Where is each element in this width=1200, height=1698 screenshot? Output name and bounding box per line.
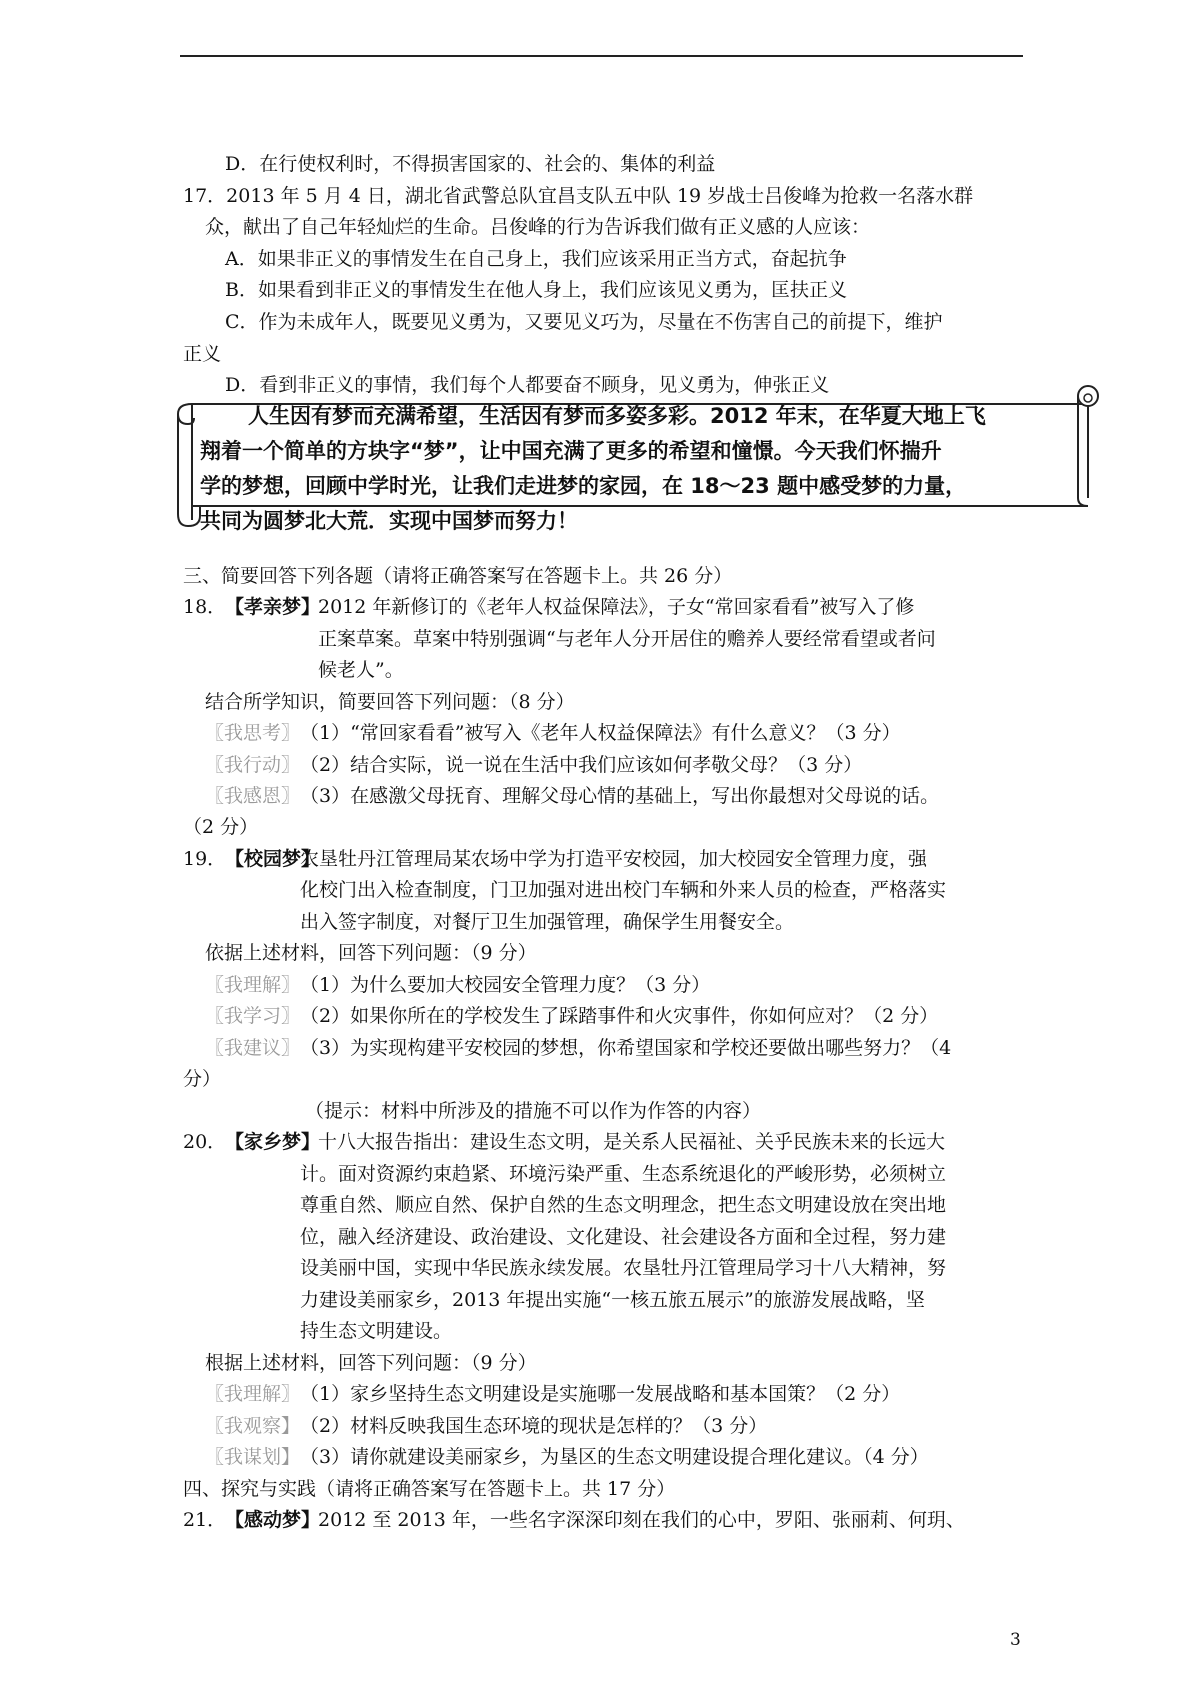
section-4-heading: 四、探究与实践（请将正确答案写在答题卡上。共 17 分） xyxy=(183,1478,676,1500)
q20-sub3-tag: 〖我谋划】 xyxy=(205,1446,301,1468)
scroll-text-line3: 学的梦想，回顾中学时光，让我们走进梦的家园，在 18～23 题中感受梦的力量， xyxy=(200,474,967,498)
section-3-heading: 三、简要回答下列各题（请将正确答案写在答题卡上。共 26 分） xyxy=(183,565,733,587)
scroll-text-line1: 人生因有梦而充满希望，生活因有梦而多姿多彩。2012 年末，在华夏大地上飞 xyxy=(248,404,986,428)
header-rule xyxy=(180,55,1023,57)
q20-tag: 【家乡梦】 xyxy=(225,1131,321,1153)
q18-sub2-question: （2）结合实际，说一说在生活中我们应该如何孝敬父母？（3 分） xyxy=(300,754,863,776)
q18-material-line3: 候老人”。 xyxy=(318,659,404,681)
q18-sub1-question: （1）“常回家看看”被写入《老年人权益保障法》有什么意义？（3 分） xyxy=(300,722,901,744)
q16-option-d: D．在行使权利时，不得损害国家的、社会的、集体的利益 xyxy=(225,153,716,175)
q18-material-line2: 正案草案。草案中特别强调“与老年人分开居住的赡养人要经常看望或者问 xyxy=(318,628,936,650)
q18-sub2-tag: 〖我行动〗 xyxy=(205,754,301,776)
q21-number: 21． xyxy=(183,1509,227,1531)
q18-sub3-tag: 〖我感恩〗 xyxy=(205,785,301,807)
q18-sub1-tag: 〖我思考〗 xyxy=(205,722,301,744)
q19-sub2-question: （2）如果你所在的学校发生了踩踏事件和火灾事件，你如何应对？（2 分） xyxy=(300,1005,939,1027)
q17-option-c-line1: C．作为未成年人，既要见义勇为，又要见义巧为，尽量在不伤害自己的前提下，维护 xyxy=(225,311,943,333)
q19-sub3-question: （3）为实现构建平安校园的梦想，你希望国家和学校还要做出哪些努力？（4 xyxy=(300,1037,952,1059)
q17-stem-line1: 17．2013 年 5 月 4 日，湖北省武警总队宜昌支队五中队 19 岁战士吕俊峰为抢救一名落水群 xyxy=(183,185,974,207)
q18-tag: 【孝亲梦】 xyxy=(225,596,321,618)
q17-option-c-line2: 正义 xyxy=(183,343,222,365)
q17-option-a: A．如果非正义的事情发生在自己身上，我们应该采用正当方式，奋起抗争 xyxy=(225,248,847,270)
q19-requirement: 依据上述材料，回答下列问题：（9 分） xyxy=(205,942,537,964)
q18-sub3-question: （3）在感激父母抚育、理解父母心情的基础上，写出你最想对父母说的话。 xyxy=(300,785,940,807)
q19-sub1-question: （1）为什么要加大校园安全管理力度？（3 分） xyxy=(300,974,711,996)
q20-material-line3: 尊重自然、顺应自然、保护自然的生态文明理念，把生态文明建设放在突出地 xyxy=(300,1194,947,1216)
page-number: 3 xyxy=(1010,1630,1021,1650)
q17-stem-line2: 众，献出了自己年轻灿烂的生命。吕俊峰的行为告诉我们做有正义感的人应该： xyxy=(205,216,871,238)
q19-sub3-score: 分） xyxy=(183,1068,222,1090)
q19-material-line3: 出入签字制度，对餐厅卫生加强管理，确保学生用餐安全。 xyxy=(300,911,795,933)
q20-requirement: 根据上述材料，回答下列问题：（9 分） xyxy=(205,1352,537,1374)
q19-tag: 【校园梦】 xyxy=(225,848,321,870)
q18-requirement: 结合所学知识，简要回答下列问题：（8 分） xyxy=(205,691,575,713)
q19-sub2-tag: 〖我学习〗 xyxy=(205,1005,301,1027)
q20-sub1-tag: 〖我理解〗 xyxy=(205,1383,301,1405)
q20-material-line1: 十八大报告指出：建设生态文明，是关系人民福祉、关乎民族未来的长远大 xyxy=(318,1131,946,1153)
q19-sub3-tag: 〖我建议〗 xyxy=(205,1037,301,1059)
q20-sub1-question: （1）家乡坚持生态文明建设是实施哪一发展战略和基本国策？（2 分） xyxy=(300,1383,901,1405)
q20-sub2-tag: 〖我观察】 xyxy=(205,1415,301,1437)
q18-material-line1: 2012 年新修订的《老年人权益保障法》，子女“常回家看看”被写入了修 xyxy=(318,596,915,618)
q18-number: 18． xyxy=(183,596,227,618)
q20-sub2-question: （2）材料反映我国生态环境的现状是怎样的？（3 分） xyxy=(300,1415,768,1437)
q17-option-b: B．如果看到非正义的事情发生在他人身上，我们应该见义勇为，匡扶正义 xyxy=(225,279,847,301)
q17-option-d: D．看到非正义的事情，我们每个人都要奋不顾身，见义勇为，伸张正义 xyxy=(225,374,830,396)
scroll-text-line2: 翔着一个简单的方块字“梦”，让中国充满了更多的希望和憧憬。今天我们怀揣升 xyxy=(200,439,942,463)
q20-material-line2: 计。面对资源约束趋紧、环境污染严重、生态系统退化的严峻形势，必须树立 xyxy=(300,1163,947,1185)
q19-sub1-tag: 〖我理解〗 xyxy=(205,974,301,996)
q21-tag: 【感动梦】 xyxy=(225,1509,321,1531)
q19-material-line1: 农垦牡丹江管理局某农场中学为打造平安校园，加大校园安全管理力度，强 xyxy=(300,848,928,870)
q21-material-line1: 2012 至 2013 年，一些名字深深印刻在我们的心中，罗阳、张丽莉、何玥、 xyxy=(318,1509,965,1531)
q19-number: 19． xyxy=(183,848,227,870)
scroll-text-line4: 共同为圆梦北大荒．实现中国梦而努力！ xyxy=(200,509,578,533)
q20-material-line4: 位，融入经济建设、政治建设、文化建设、社会建设各方面和全过程，努力建 xyxy=(300,1226,947,1248)
q19-material-line2: 化校门出入检查制度，门卫加强对进出校门车辆和外来人员的检查，严格落实 xyxy=(300,879,947,901)
q18-sub3-score: （2 分） xyxy=(183,816,259,838)
q20-number: 20． xyxy=(183,1131,227,1153)
q20-material-line7: 持生态文明建设。 xyxy=(300,1320,453,1342)
q19-hint: （提示：材料中所涉及的措施不可以作为作答的内容） xyxy=(305,1100,762,1122)
q20-material-line6: 力建设美丽家乡，2013 年提出实施“一核五旅五展示”的旅游发展战略，坚 xyxy=(300,1289,925,1311)
q20-sub3-question: （3）请你就建设美丽家乡，为垦区的生态文明建设提合理化建议。（4 分） xyxy=(300,1446,929,1468)
q20-material-line5: 设美丽中国，实现中华民族永续发展。农垦牡丹江管理局学习十八大精神，努 xyxy=(300,1257,947,1279)
